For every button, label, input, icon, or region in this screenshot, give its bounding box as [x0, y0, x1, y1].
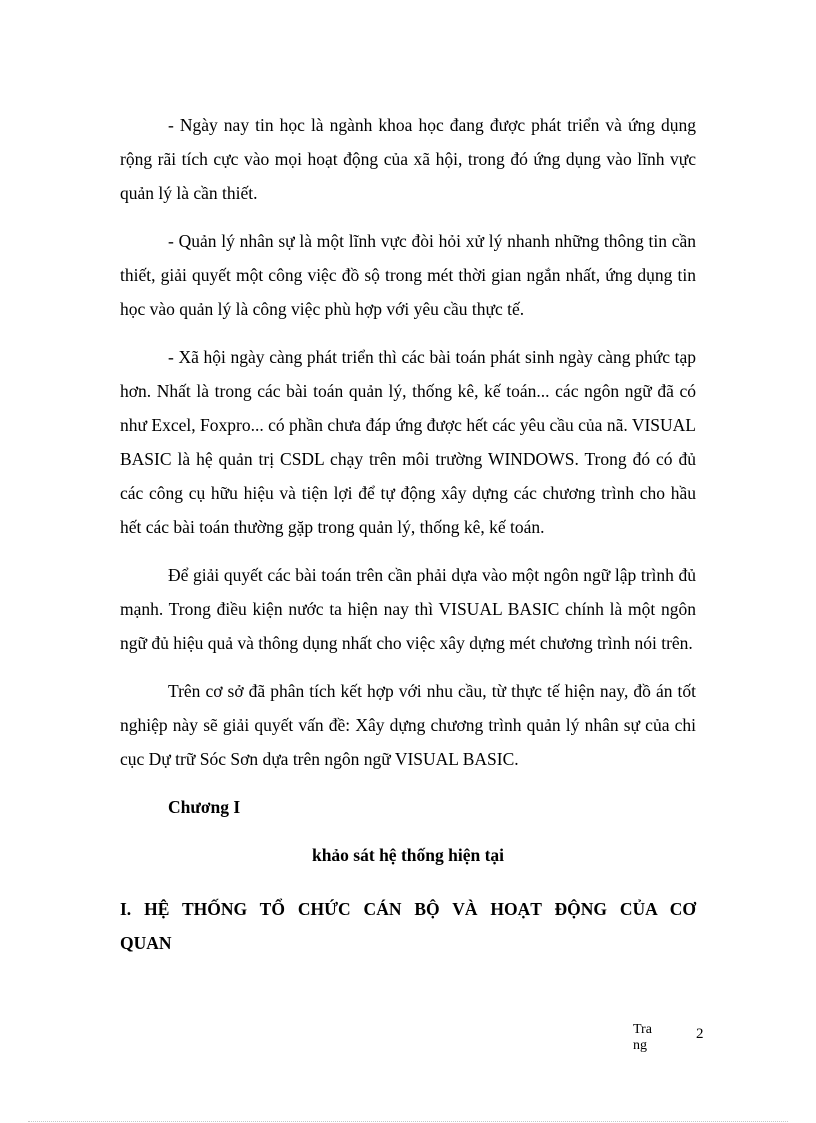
paragraph-3: - Xã hội ngày càng phát triển thì các bài toán phát sinh ngày càng phức tạp hơn. Nhất là trong các bài toán quản lý, thống kê, kế toán... các ngôn ngữ đã có như Excel, Foxpro... có phần chưa đáp ứng được hết các yêu cầu của nã. VISUAL BASIC là hệ quản trị CSDL chạy trên môi trường WINDOWS. Trong đó có đủ các công cụ hữu hiệu và tiện lợi để tự động xây dựng các chương trình cho hầu hết các bài toán thường gặp trong quản lý, thống kê, kế toán. [120, 347, 696, 537]
chapter-subtitle: khảo sát hệ thống hiện tại [311, 845, 505, 865]
page-number: 2 [696, 1026, 704, 1042]
chapter-label: Chương I [168, 797, 241, 817]
bottom-divider [28, 1121, 788, 1122]
paragraph-5: Trên cơ sở đã phân tích kết hợp với nhu cầu, từ thực tế hiện nay, đồ án tốt nghiệp này sẽ giải quyết vấn đề: Xây dựng chương trình quản lý nhân sự của chi cục Dự trữ Sóc Sơn dựa trên ngôn ngữ VISUAL BASIC. [120, 681, 696, 769]
paragraph-2: - Quản lý nhân sự là một lĩnh vực đòi hỏi xử lý nhanh những thông tin cần thiết, giải quyết một công việc đồ sộ trong mét thời gian ngắn nhất, ứng dụng tin học vào quản lý là công việc phù hợp với yêu cầu thực tế. [120, 231, 696, 319]
page-label: Trang [633, 1022, 652, 1053]
page-footer [633, 1022, 713, 1062]
paragraph-1: - Ngày nay tin học là ngành khoa học đang được phát triển và ứng dụng rộng rãi tích cực vào mọi hoạt động của xã hội, trong đó ứng dụng vào lĩnh vực quản lý là cần thiết. [120, 115, 696, 203]
body-text [120, 108, 696, 960]
section-heading: I. HỆ THỐNG TỔ CHỨC CÁN BỘ VÀ HOẠT ĐỘNG CỦA CƠ QUAN [120, 899, 696, 953]
paragraph-4: Để giải quyết các bài toán trên cần phải dựa vào một ngôn ngữ lập trình đủ mạnh. Trong điều kiện nước ta hiện nay thì VISUAL BASIC chính là một ngôn ngữ đủ hiệu quả và thông dụng nhất cho việc xây dựng mét chương trình nói trên. [120, 565, 696, 653]
